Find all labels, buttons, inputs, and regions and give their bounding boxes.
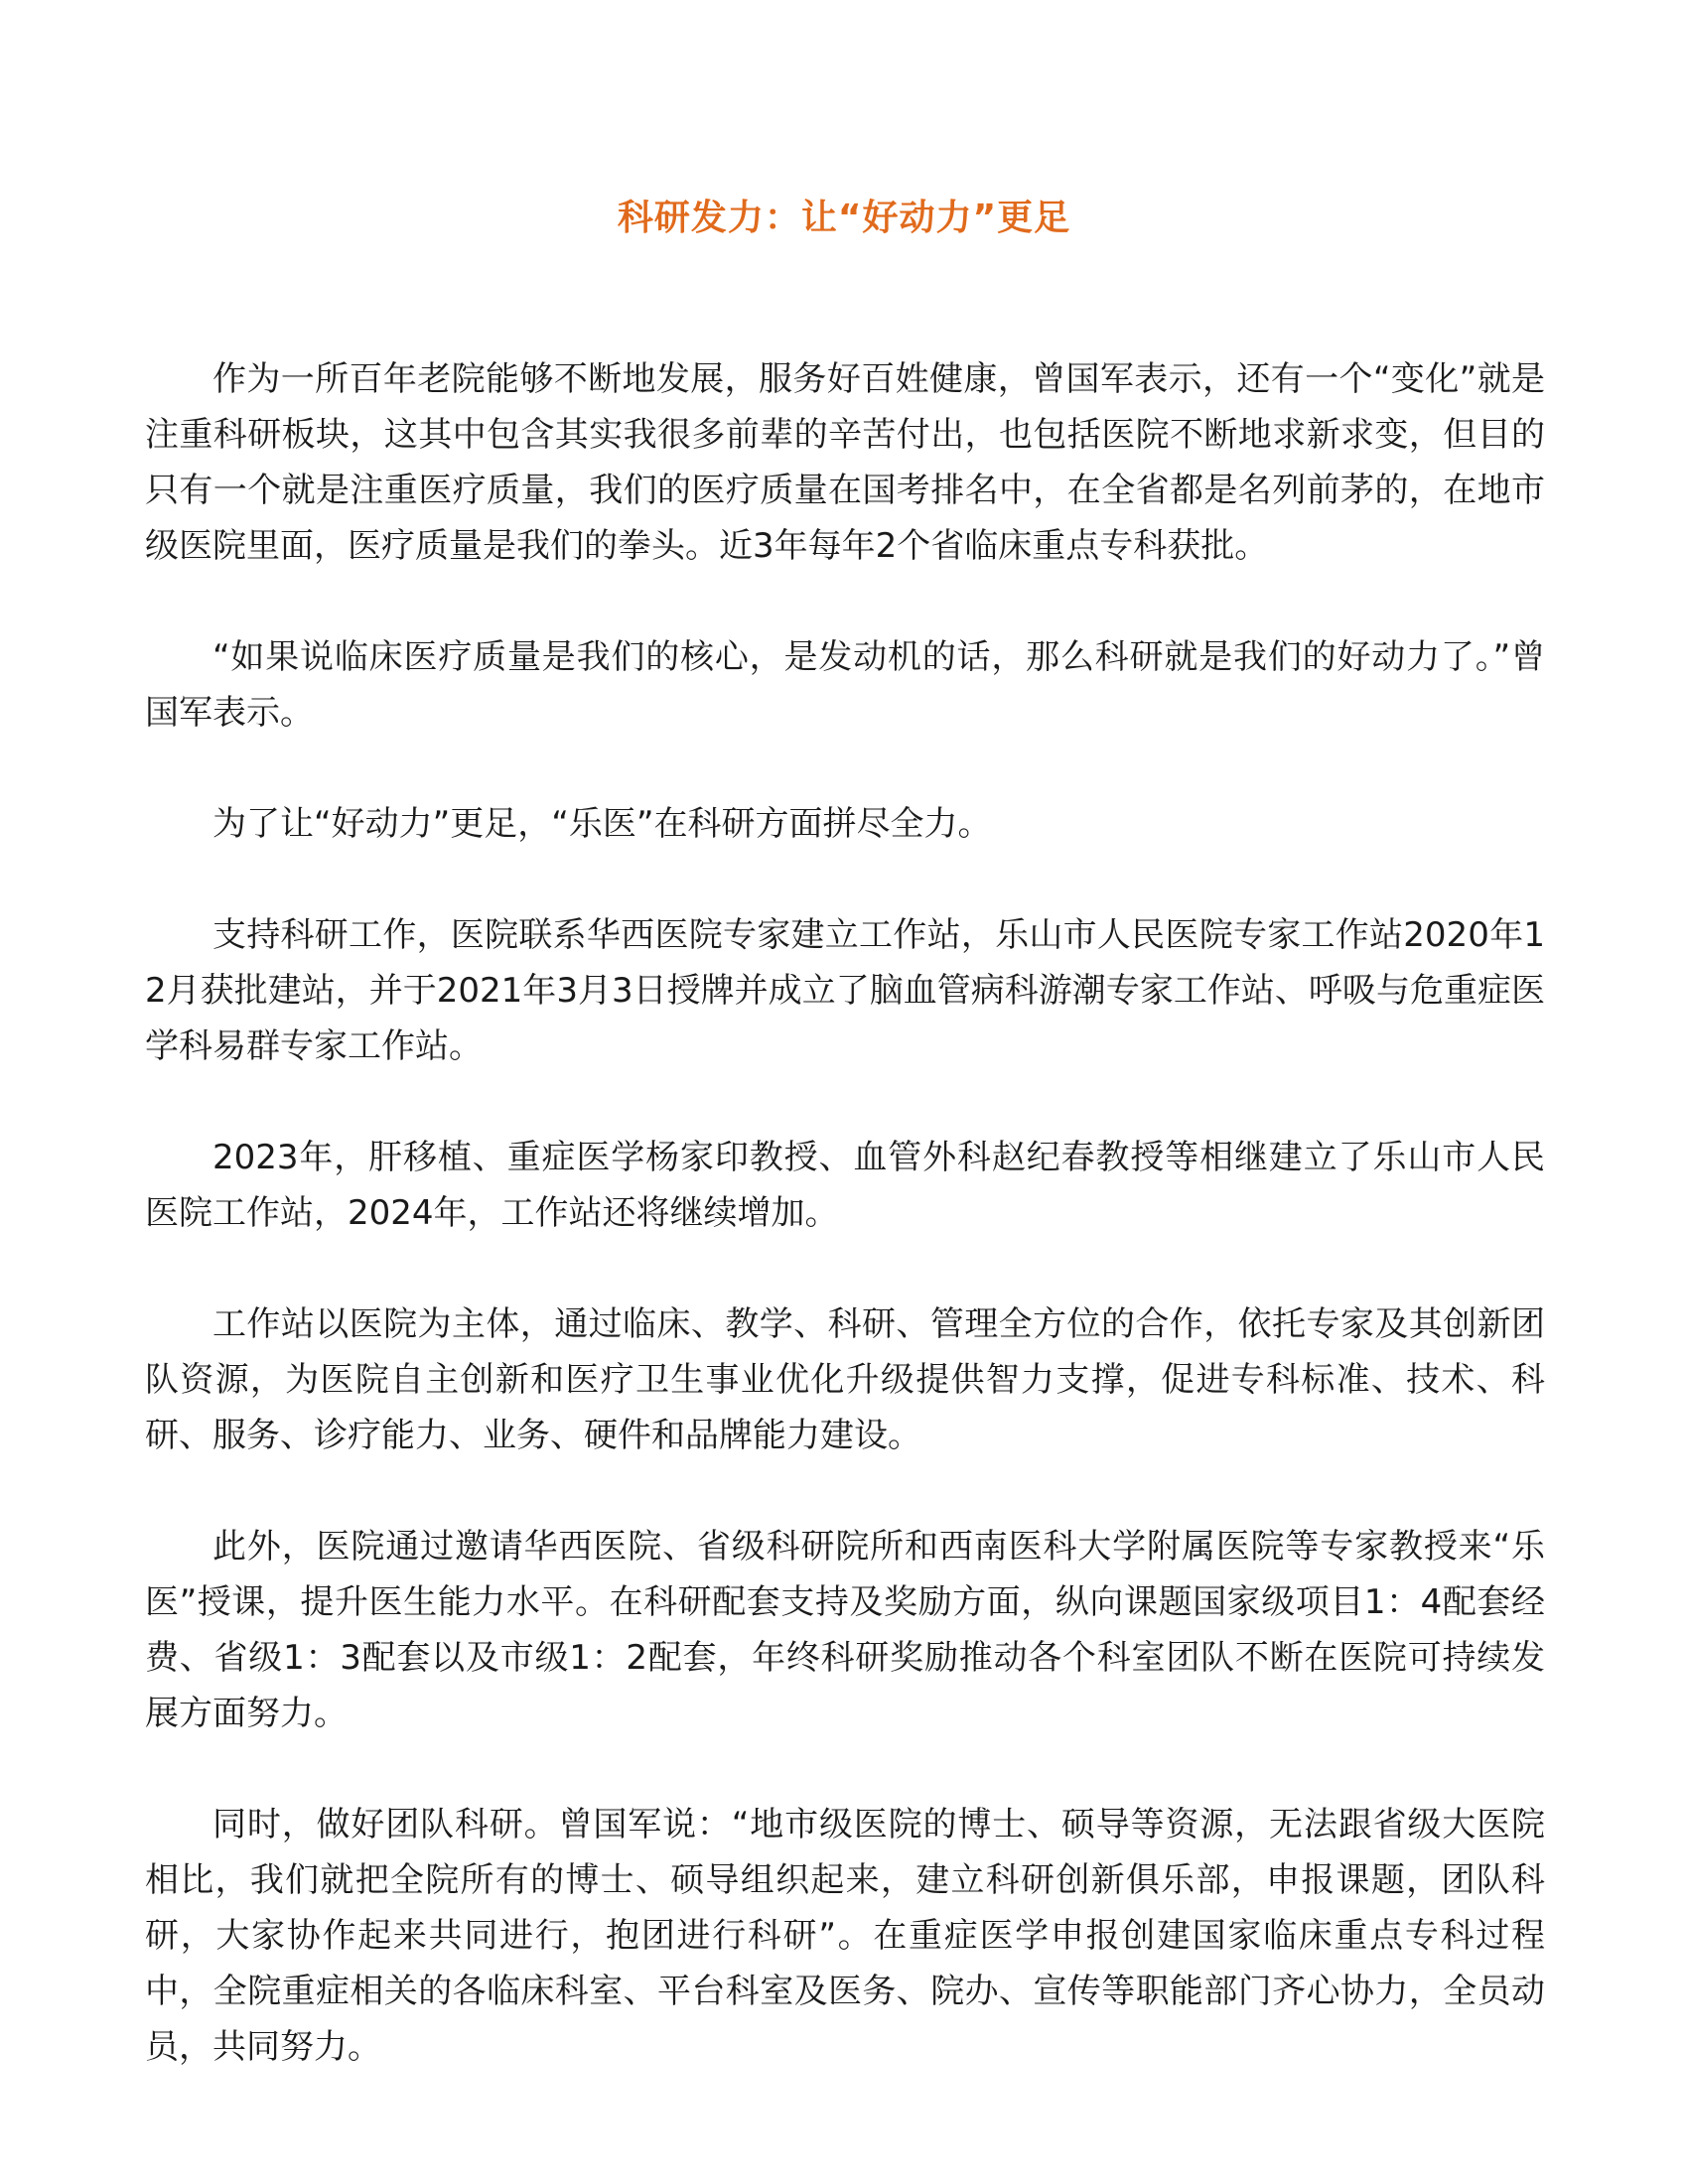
paragraph: 作为一所百年老院能够不断地发展，服务好百姓健康，曾国军表示，还有一个“变化”就是注重科研板块，这其中包含其实我很多前辈的辛苦付出，也包括医院不断地求新求变，但目的只有一个就是注重医疗质量，我们的医疗质量在国考排名中，在全省都是名列前茅的，在地市级医院里面，医疗质量是我们的拳头。近3年每年2个省临床重点专科获批。 (145, 359, 1545, 566)
paragraph: “如果说临床医疗质量是我们的核心，是发动机的话，那么科研就是我们的好动力了。”曾国军表示。 (145, 637, 1545, 733)
article-title: 科研发力：让“好动力”更足 (617, 198, 1071, 239)
paragraph: 此外，医院通过邀请华西医院、省级科研院所和西南医科大学附属医院等专家教授来“乐医”授课，提升医生能力水平。在科研配套支持及奖励方面，纵向课题国家级项目1：4配套经费、省级1：3配套以及市级1：2配套，年终科研奖励推动各个科室团队不断在医院可持续发展方面努力。 (145, 1527, 1545, 1733)
paragraph: 工作站以医院为主体，通过临床、教学、科研、管理全方位的合作，依托专家及其创新团队资源，为医院自主创新和医疗卫生事业优化升级提供智力支撑，促进专科标准、技术、科研、服务、诊疗能力、业务、硬件和品牌能力建设。 (145, 1304, 1545, 1455)
article-body (145, 351, 1545, 2130)
paragraph: 为了让“好动力”更足，“乐医”在科研方面拼尽全力。 (212, 804, 992, 844)
paragraph: 2023年，肝移植、重症医学杨家印教授、血管外科赵纪春教授等相继建立了乐山市人民医院工作站，2024年，工作站还将继续增加。 (145, 1138, 1545, 1233)
paragraph: 同时，做好团队科研。曾国军说：“地市级医院的博士、硕导等资源，无法跟省级大医院相比，我们就把全院所有的博士、硕导组织起来，建立科研创新俱乐部，申报课题，团队科研，大家协作起来共同进行，抱团进行科研”。在重症医学申报创建国家临床重点专科过程中，全院重症相关的各临床科室、平台科室及医务、院办、宣传等职能部门齐心协力，全员动员，共同努力。 (145, 1805, 1545, 2067)
paragraph: 支持科研工作，医院联系华西医院专家建立工作站，乐山市人民医院专家工作站2020年12月获批建站，并于2021年3月3日授牌并成立了脑血管病科游潮专家工作站、呼吸与危重症医学科易群专家工作站。 (145, 915, 1545, 1066)
